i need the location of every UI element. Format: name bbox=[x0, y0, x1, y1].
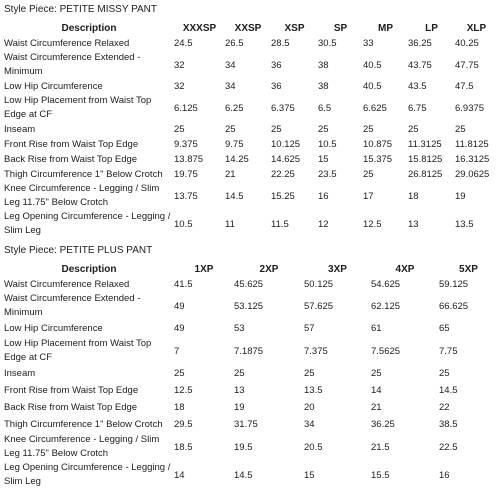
measurement-cell: 13.5 bbox=[455, 218, 474, 230]
column-header-size: 4XP bbox=[395, 263, 415, 275]
measurement-cell: 26.5 bbox=[225, 38, 244, 49]
measurement-cell: 15.8125 bbox=[408, 154, 443, 165]
table-row bbox=[4, 94, 498, 122]
measurement-cell: 57.625 bbox=[304, 300, 334, 312]
table-row bbox=[4, 167, 498, 182]
measurement-cell: 25 bbox=[318, 124, 329, 135]
measurement-cell: 25 bbox=[234, 368, 245, 379]
measurement-cell: 25 bbox=[174, 124, 185, 135]
measurement-cell: 25 bbox=[439, 368, 450, 379]
measurement-cell: 12.5 bbox=[363, 218, 382, 230]
measurement-cell: 19 bbox=[234, 402, 245, 413]
measurement-cell: 31.75 bbox=[234, 419, 258, 430]
measurement-cell: 15.25 bbox=[271, 190, 295, 202]
measurement-cell: 25 bbox=[304, 368, 315, 379]
column-header-size: 3XP bbox=[328, 263, 347, 275]
measurement-cell: 7.375 bbox=[304, 345, 328, 357]
measurement-cell: 30.5 bbox=[318, 38, 337, 49]
measurement-cell: 61 bbox=[371, 323, 382, 334]
table-row bbox=[4, 320, 498, 337]
measurement-cell: 15 bbox=[304, 469, 315, 481]
measurement-cell: 47.75 bbox=[455, 59, 479, 71]
table-row bbox=[4, 382, 498, 399]
measurement-cell: 14.5 bbox=[234, 469, 253, 481]
measurement-cell: 15 bbox=[318, 154, 329, 165]
measurement-cell: 6.75 bbox=[408, 102, 427, 114]
measurement-cell: 7.5625 bbox=[371, 345, 401, 357]
measurement-cell: 10.5 bbox=[318, 139, 337, 150]
table-row bbox=[4, 152, 498, 167]
measurement-cell: 14.625 bbox=[271, 154, 301, 165]
column-header-size: XLP bbox=[466, 22, 487, 34]
column-header-size: MP bbox=[378, 22, 393, 34]
measurement-cell: 25 bbox=[371, 368, 382, 379]
measurement-cell: 16 bbox=[318, 190, 329, 202]
measurement-cell: 7 bbox=[174, 345, 180, 357]
measurement-cell: 6.25 bbox=[225, 102, 244, 114]
column-header-description: Description bbox=[61, 22, 117, 34]
measurement-cell: 29.5 bbox=[174, 419, 193, 430]
measurement-cell: 20.5 bbox=[304, 441, 323, 453]
measurement-cell: 18 bbox=[174, 402, 185, 413]
table-row bbox=[4, 122, 498, 137]
measurement-cell: 33 bbox=[363, 38, 374, 49]
row-description: Back Rise from Waist Top Edge bbox=[4, 401, 138, 413]
table-row bbox=[4, 277, 498, 292]
table-row bbox=[4, 51, 498, 79]
measurement-cell: 36.25 bbox=[408, 38, 432, 49]
measurement-cell: 38 bbox=[318, 81, 329, 92]
table-row bbox=[4, 292, 498, 320]
measurement-cell: 32 bbox=[174, 59, 185, 71]
measurement-cell: 49 bbox=[174, 300, 185, 312]
column-header-size: 2XP bbox=[259, 263, 279, 275]
measurement-cell: 6.375 bbox=[271, 102, 295, 114]
measurement-cell: 25 bbox=[225, 124, 236, 135]
measurement-cell: 12.5 bbox=[174, 385, 193, 396]
row-description: Inseam bbox=[4, 123, 36, 135]
measurement-cell: 25 bbox=[174, 368, 185, 379]
measurement-cell: 25 bbox=[455, 124, 466, 135]
measurement-cell: 41.5 bbox=[174, 279, 193, 290]
column-header-size: LP bbox=[425, 22, 438, 34]
measurement-cell: 7.75 bbox=[439, 345, 458, 357]
column-header-description: Description bbox=[61, 263, 117, 275]
table-row bbox=[4, 79, 498, 94]
measurement-cell: 59.125 bbox=[439, 279, 469, 290]
measurement-cell: 43.5 bbox=[408, 81, 427, 92]
measurement-cell: 13 bbox=[234, 385, 245, 396]
measurement-cell: 62.125 bbox=[371, 300, 401, 312]
size-table-missy bbox=[4, 20, 498, 238]
section-title-missy: Style Piece: PETITE MISSY PANT bbox=[4, 4, 158, 15]
measurement-cell: 53.125 bbox=[234, 300, 264, 312]
column-header-size: SP bbox=[333, 22, 348, 34]
row-description: Front Rise from Waist Top Edge bbox=[4, 138, 139, 150]
row-description: Waist Circumference Relaxed bbox=[4, 37, 130, 49]
measurement-cell: 6.9375 bbox=[455, 102, 485, 114]
measurement-cell: 14 bbox=[174, 469, 185, 481]
measurement-cell: 13.75 bbox=[174, 190, 198, 202]
column-header-size: XXXSP bbox=[182, 22, 217, 34]
measurement-cell: 14.5 bbox=[225, 190, 244, 202]
measurement-cell: 9.75 bbox=[225, 139, 244, 150]
row-description: Low Hip Circumference bbox=[4, 80, 103, 92]
measurement-cell: 38 bbox=[318, 59, 329, 71]
measurement-cell: 34 bbox=[225, 59, 236, 71]
measurement-cell: 47.5 bbox=[455, 81, 474, 92]
measurement-cell: 6.5 bbox=[318, 102, 332, 114]
measurement-cell: 14.25 bbox=[225, 154, 249, 165]
table-row bbox=[4, 337, 498, 365]
measurement-cell: 28.5 bbox=[271, 38, 290, 49]
measurement-cell: 45.625 bbox=[234, 279, 264, 290]
measurement-cell: 25 bbox=[363, 169, 374, 180]
measurement-cell: 25 bbox=[271, 124, 282, 135]
measurement-cell: 14.5 bbox=[439, 385, 458, 396]
measurement-cell: 11 bbox=[225, 218, 235, 230]
table-row bbox=[4, 365, 498, 382]
measurement-cell: 36 bbox=[271, 81, 282, 92]
measurement-cell: 57 bbox=[304, 323, 315, 334]
measurement-cell: 43.75 bbox=[408, 59, 432, 71]
measurement-cell: 18.5 bbox=[174, 441, 193, 453]
column-header-size: XXSP bbox=[234, 22, 262, 34]
row-description: Leg Opening Circumference - Legging / Slim Leg bbox=[4, 211, 171, 236]
measurement-cell: 17 bbox=[363, 190, 374, 202]
measurement-cell: 20 bbox=[304, 402, 315, 413]
row-description: Waist Circumference Extended - Minimum bbox=[4, 293, 141, 318]
measurement-cell: 25 bbox=[408, 124, 419, 135]
table-row bbox=[4, 36, 498, 51]
measurement-cell: 14 bbox=[371, 385, 382, 396]
measurement-cell: 13 bbox=[408, 218, 419, 230]
row-description: Back Rise from Waist Top Edge bbox=[4, 153, 138, 165]
measurement-cell: 24.5 bbox=[174, 38, 193, 49]
row-description: Thigh Circumference 1" Below Crotch bbox=[4, 168, 163, 180]
measurement-cell: 11.5 bbox=[271, 218, 289, 230]
row-description: Low Hip Placement from Waist Top Edge at CF bbox=[4, 338, 152, 363]
measurement-cell: 36 bbox=[271, 59, 282, 71]
table-row bbox=[4, 137, 498, 152]
measurement-cell: 16 bbox=[439, 469, 450, 481]
table-row bbox=[4, 461, 498, 489]
table-row bbox=[4, 433, 498, 461]
measurement-cell: 19.5 bbox=[234, 441, 253, 453]
column-header-size: XSP bbox=[284, 22, 305, 34]
column-header-size: 5XP bbox=[459, 263, 478, 275]
measurement-cell: 15.375 bbox=[363, 154, 393, 165]
measurement-cell: 11.8125 bbox=[455, 139, 489, 150]
table-row bbox=[4, 182, 498, 210]
row-description: Thigh Circumference 1" Below Crotch bbox=[4, 418, 163, 430]
table-row bbox=[4, 210, 498, 238]
measurement-cell: 49 bbox=[174, 323, 185, 334]
measurement-cell: 23.5 bbox=[318, 169, 337, 180]
measurement-cell: 10.125 bbox=[271, 139, 301, 150]
measurement-cell: 26.8125 bbox=[408, 169, 443, 180]
measurement-cell: 13.875 bbox=[174, 154, 204, 165]
measurement-cell: 12 bbox=[318, 218, 329, 230]
measurement-cell: 34 bbox=[225, 81, 236, 92]
measurement-cell: 19 bbox=[455, 190, 466, 202]
measurement-cell: 15.5 bbox=[371, 469, 390, 481]
row-description: Low Hip Placement from Waist Top Edge at CF bbox=[4, 95, 152, 120]
measurement-cell: 10.875 bbox=[363, 139, 393, 150]
measurement-cell: 11.3125 bbox=[408, 139, 442, 150]
measurement-cell: 40.5 bbox=[363, 81, 382, 92]
measurement-cell: 9.375 bbox=[174, 139, 198, 150]
table-row bbox=[4, 416, 498, 433]
measurement-cell: 53 bbox=[234, 323, 245, 334]
measurement-cell: 16.3125 bbox=[455, 154, 490, 165]
measurement-cell: 36.25 bbox=[371, 419, 395, 430]
row-description: Knee Circumference - Legging / Slim Leg 11.75" Below Crotch bbox=[4, 434, 160, 459]
measurement-cell: 54.625 bbox=[371, 279, 401, 290]
measurement-cell: 21 bbox=[225, 169, 236, 180]
row-description: Low Hip Circumference bbox=[4, 322, 103, 334]
measurement-cell: 29.0625 bbox=[455, 169, 490, 180]
measurement-cell: 6.625 bbox=[363, 102, 387, 114]
measurement-cell: 22.5 bbox=[439, 441, 458, 453]
measurement-cell: 21.5 bbox=[371, 441, 390, 453]
table-row bbox=[4, 399, 498, 416]
measurement-cell: 10.5 bbox=[174, 218, 193, 230]
measurement-cell: 32 bbox=[174, 81, 185, 92]
column-header-size: 1XP bbox=[194, 263, 214, 275]
measurement-cell: 22 bbox=[439, 402, 450, 413]
measurement-cell: 21 bbox=[371, 402, 382, 413]
measurement-cell: 34 bbox=[304, 419, 315, 430]
measurement-cell: 19.75 bbox=[174, 169, 198, 180]
measurement-cell: 66.625 bbox=[439, 300, 469, 312]
measurement-cell: 40.25 bbox=[455, 38, 479, 49]
section-title-plus: Style Piece: PETITE PLUS PANT bbox=[4, 245, 153, 256]
row-description: Front Rise from Waist Top Edge bbox=[4, 384, 139, 396]
measurement-cell: 6.125 bbox=[174, 102, 198, 114]
measurement-cell: 13.5 bbox=[304, 385, 323, 396]
measurement-cell: 18 bbox=[408, 190, 419, 202]
measurement-cell: 38.5 bbox=[439, 419, 458, 430]
measurement-cell: 40.5 bbox=[363, 59, 382, 71]
measurement-cell: 65 bbox=[439, 323, 450, 334]
row-description: Inseam bbox=[4, 367, 36, 379]
size-table-plus bbox=[4, 261, 498, 489]
measurement-cell: 22.25 bbox=[271, 169, 295, 180]
measurement-cell: 50.125 bbox=[304, 279, 334, 290]
measurement-cell: 7.1875 bbox=[234, 345, 264, 357]
row-description: Waist Circumference Extended - Minimum bbox=[4, 52, 141, 77]
row-description: Waist Circumference Relaxed bbox=[4, 278, 130, 290]
measurement-cell: 25 bbox=[363, 124, 374, 135]
row-description: Knee Circumference - Legging / Slim Leg 11.75" Below Crotch bbox=[4, 183, 160, 208]
row-description: Leg Opening Circumference - Legging / Slim Leg bbox=[4, 462, 171, 487]
